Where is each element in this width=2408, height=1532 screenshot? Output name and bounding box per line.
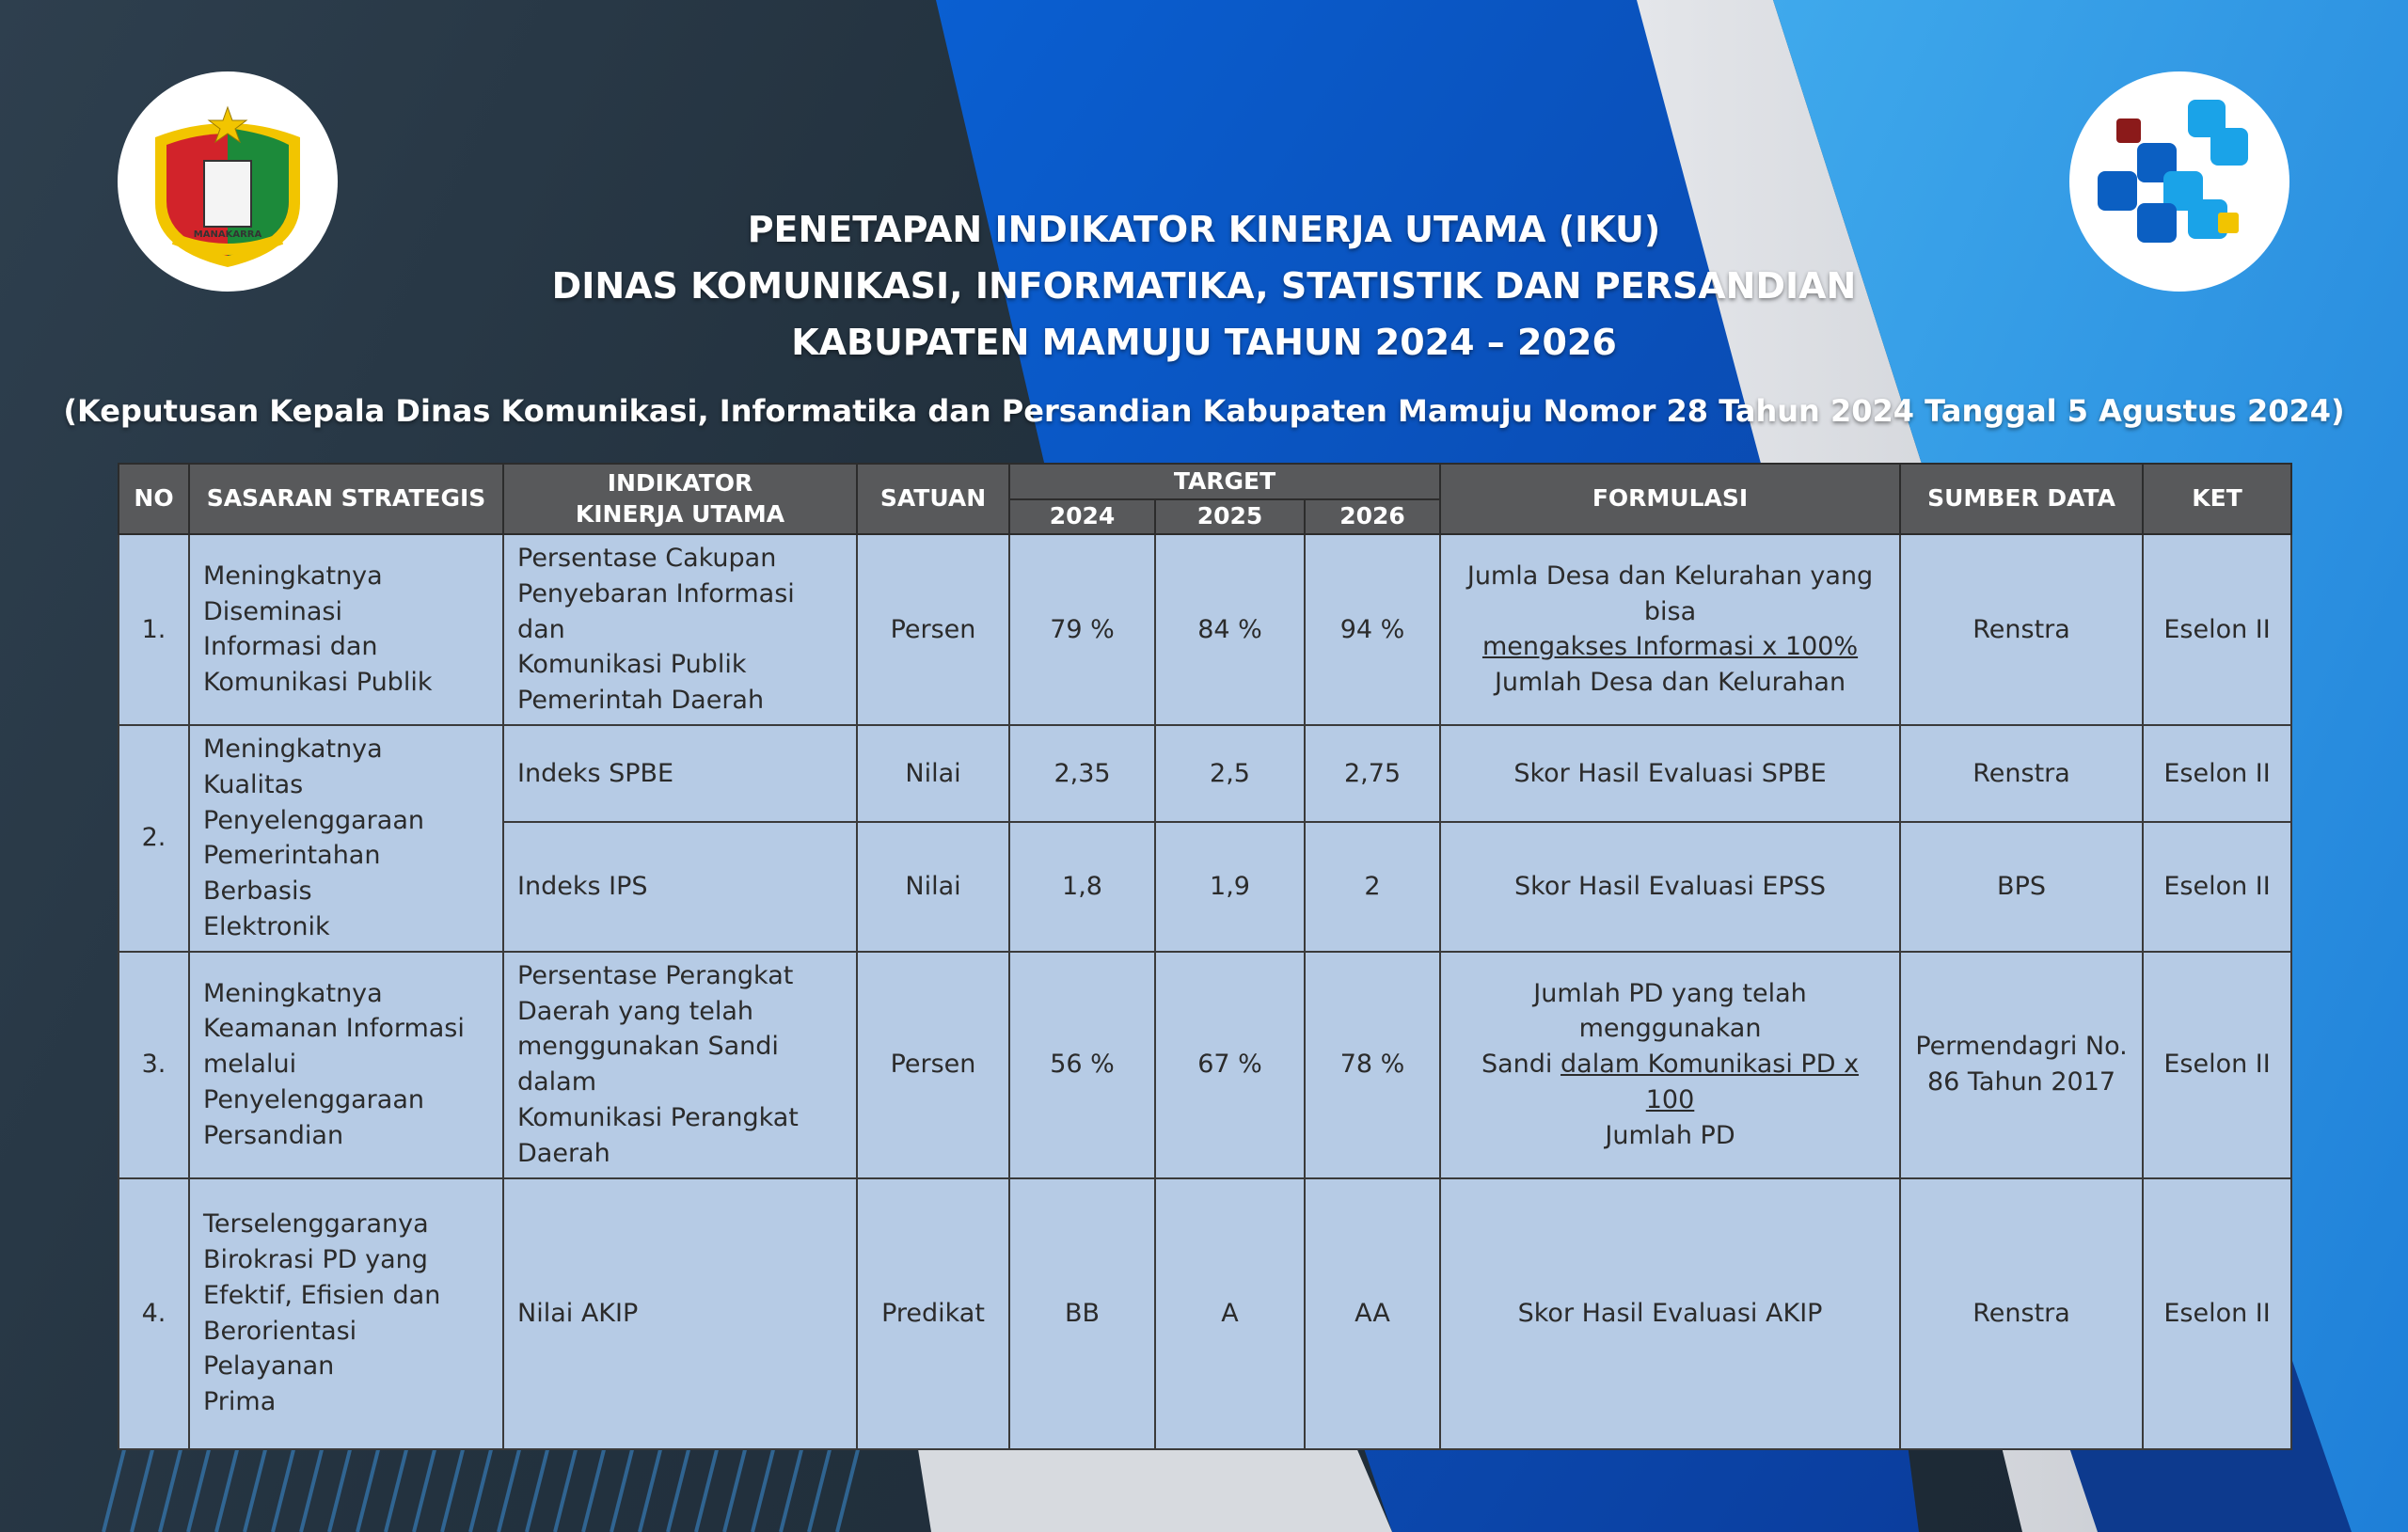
cell-sasaran xyxy=(189,1178,503,1449)
cell-target-2026: 78 % xyxy=(1305,952,1440,1178)
table-row xyxy=(119,1178,2291,1449)
cell-line: Elektronik xyxy=(203,911,330,941)
cell-line: Pemerintahan Berbasis xyxy=(203,841,381,907)
cell-target-2025: A xyxy=(1155,1178,1305,1449)
cell-line: Jumlah PD xyxy=(1605,1120,1735,1150)
cell-line: Sandi xyxy=(1481,1050,1561,1080)
cell-sumber-data xyxy=(1900,952,2143,1178)
cell-line-underlined: dalam Komunikasi PD x 100 xyxy=(1560,1050,1860,1115)
header-sasaran-strategis: SASARAN STRATEGIS xyxy=(189,464,503,534)
cell-line: 86 Tahun 2017 xyxy=(1926,1067,2116,1098)
cell-target-2024: 2,35 xyxy=(1009,725,1155,822)
regency-emblem-logo xyxy=(118,71,338,292)
cell-sasaran xyxy=(189,534,503,725)
cell-no: 1. xyxy=(119,534,189,725)
cell-line: Komunikasi Publik xyxy=(203,668,433,698)
cell-ket: Eselon II xyxy=(2143,1178,2291,1449)
cell-ket: Eselon II xyxy=(2143,952,2291,1178)
cell-target-2025: 2,5 xyxy=(1155,725,1305,822)
page-title-line-2: DINAS KOMUNIKASI, INFORMATIKA, STATISTIK DAN PERSANDIAN xyxy=(551,265,1857,307)
cell-indikator: Indeks SPBE xyxy=(503,725,857,822)
cell-line: melalui xyxy=(203,1050,297,1080)
iku-table xyxy=(118,463,2292,1450)
cell-target-2024: 79 % xyxy=(1009,534,1155,725)
cell-target-2024: 56 % xyxy=(1009,952,1155,1178)
cell-no: 3. xyxy=(119,952,189,1178)
cell-line: Jumlah PD yang telah menggunakan xyxy=(1533,978,1807,1044)
cell-line: Jumlah Desa dan Kelurahan xyxy=(1494,668,1846,698)
cell-line: Daerah yang telah xyxy=(517,996,754,1026)
cell-satuan: Nilai xyxy=(857,725,1009,822)
cell-line: Meningkatnya xyxy=(203,561,383,591)
cell-formulasi xyxy=(1440,952,1900,1178)
cell-target-2025: 84 % xyxy=(1155,534,1305,725)
cell-line: Penyelenggaraan xyxy=(203,805,424,835)
cell-satuan: Predikat xyxy=(857,1178,1009,1449)
cell-target-2026: AA xyxy=(1305,1178,1440,1449)
cell-sumber-data: Renstra xyxy=(1900,534,2143,725)
header-indikator-line-2: KINERJA UTAMA xyxy=(575,499,785,528)
cell-line: Terselenggaranya xyxy=(203,1209,429,1240)
cell-ket: Eselon II xyxy=(2143,725,2291,822)
page-title-line-3: KABUPATEN MAMUJU TAHUN 2024 – 2026 xyxy=(791,322,1617,363)
cell-line-underlined: mengakses Informasi x 100% xyxy=(1481,632,1859,662)
cell-target-2025: 1,9 xyxy=(1155,822,1305,952)
emblem-ribbon-text: MANAKARRA xyxy=(193,229,262,240)
cell-line: Berorientasi Pelayanan xyxy=(203,1316,357,1382)
cell-line: Persentase Cakupan xyxy=(517,544,777,573)
cell-target-2026: 94 % xyxy=(1305,534,1440,725)
cell-no: 2. xyxy=(119,725,189,952)
cell-line: Permendagri No. xyxy=(1915,1032,2128,1062)
cell-line: Meningkatnya Kualitas xyxy=(203,734,383,799)
cell-ket: Eselon II xyxy=(2143,534,2291,725)
cell-satuan: Persen xyxy=(857,534,1009,725)
cell-line: Birokrasi PD yang xyxy=(203,1244,428,1274)
table-header xyxy=(119,464,2291,534)
cell-target-2025: 67 % xyxy=(1155,952,1305,1178)
agency-logo xyxy=(2069,71,2289,292)
cell-satuan: Nilai xyxy=(857,822,1009,952)
cell-line: Informasi dan xyxy=(203,632,378,662)
header-year-2024: 2024 xyxy=(1009,499,1155,534)
cell-line: Meningkatnya xyxy=(203,978,383,1008)
header-indikator-kinerja-utama xyxy=(503,464,857,534)
cell-line: menggunakan Sandi dalam xyxy=(517,1032,779,1098)
cell-line: Diseminasi xyxy=(203,596,342,626)
cell-line: Persentase Perangkat xyxy=(517,960,794,990)
cell-sasaran xyxy=(189,952,503,1178)
cell-sumber-data: Renstra xyxy=(1900,1178,2143,1449)
cell-line: Komunikasi Publik xyxy=(517,650,747,680)
header-year-2026: 2026 xyxy=(1305,499,1440,534)
cell-formulasi: Skor Hasil Evaluasi SPBE xyxy=(1440,725,1900,822)
header-formulasi: FORMULASI xyxy=(1440,464,1900,534)
cell-indikator xyxy=(503,534,857,725)
cell-target-2026: 2 xyxy=(1305,822,1440,952)
cell-sasaran xyxy=(189,725,503,952)
cell-line: Penyelenggaraan xyxy=(203,1085,424,1115)
header-no: NO xyxy=(119,464,189,534)
cell-satuan: Persen xyxy=(857,952,1009,1178)
table-row xyxy=(119,725,2291,822)
table-row xyxy=(119,952,2291,1178)
header-ket: KET xyxy=(2143,464,2291,534)
header-year-2025: 2025 xyxy=(1155,499,1305,534)
header-indikator-line-1: INDIKATOR xyxy=(607,469,753,497)
cell-sumber-data: Renstra xyxy=(1900,725,2143,822)
cell-formulasi: Skor Hasil Evaluasi EPSS xyxy=(1440,822,1900,952)
cell-formulasi xyxy=(1440,534,1900,725)
cell-line: Efektif, Efisien dan xyxy=(203,1280,441,1310)
cell-line: Penyebaran Informasi dan xyxy=(517,578,795,644)
page-title-line-1: PENETAPAN INDIKATOR KINERJA UTAMA (IKU) xyxy=(747,209,1661,250)
header-target: TARGET xyxy=(1009,464,1440,499)
cell-formulasi: Skor Hasil Evaluasi AKIP xyxy=(1440,1178,1900,1449)
cell-ket: Eselon II xyxy=(2143,822,2291,952)
decree-subtitle: (Keputusan Kepala Dinas Komunikasi, Informatika dan Persandian Kabupaten Mamuju Nomor 28 Tahun 2024 Tanggal 5 Agustus 2024) xyxy=(63,393,2345,429)
table-body xyxy=(119,534,2291,1449)
cell-line: Jumla Desa dan Kelurahan yang bisa xyxy=(1466,561,1874,626)
cell-line: Komunikasi Perangkat xyxy=(517,1102,799,1132)
shield-emblem-icon xyxy=(118,71,338,292)
cell-line: Persandian xyxy=(203,1120,344,1150)
table-row xyxy=(119,534,2291,725)
header-satuan: SATUAN xyxy=(857,464,1009,534)
cell-line: Pemerintah Daerah xyxy=(517,686,765,716)
cell-indikator xyxy=(503,952,857,1178)
cell-sumber-data: BPS xyxy=(1900,822,2143,952)
cell-target-2024: 1,8 xyxy=(1009,822,1155,952)
header-sumber-data: SUMBER DATA xyxy=(1900,464,2143,534)
cell-indikator: Nilai AKIP xyxy=(503,1178,857,1449)
pixel-blocks-logo-icon xyxy=(2069,71,2289,292)
cell-target-2026: 2,75 xyxy=(1305,725,1440,822)
cell-target-2024: BB xyxy=(1009,1178,1155,1449)
cell-line: Keamanan Informasi xyxy=(203,1014,465,1044)
cell-line: Prima xyxy=(203,1387,277,1417)
cell-line: Daerah xyxy=(517,1138,610,1168)
cell-indikator: Indeks IPS xyxy=(503,822,857,952)
cell-no: 4. xyxy=(119,1178,189,1449)
